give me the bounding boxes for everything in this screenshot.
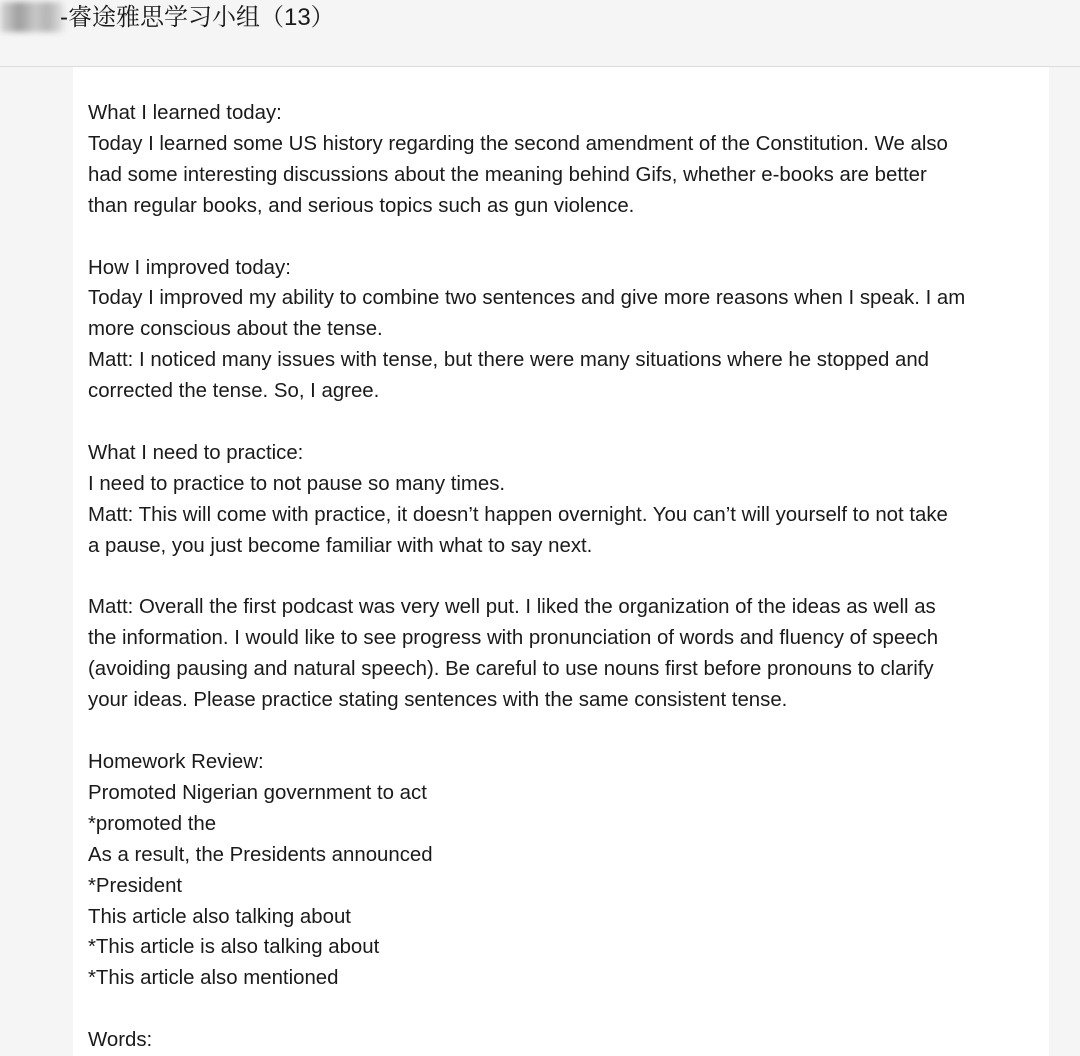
chat-title: -睿途雅思学习小组（13） <box>60 4 335 31</box>
blank-line <box>88 407 1043 438</box>
title-bar <box>0 0 1080 67</box>
message-line: *President <box>88 874 183 897</box>
message-line: This article also talking about <box>88 905 351 928</box>
message-line: Today I improved my ability to combine two sentences and give more reasons when I speak. I am <box>88 287 966 310</box>
message-line: the information. I would like to see progress with pronunciation of words and fluency of speech <box>88 627 939 650</box>
message-line: more conscious about the tense. <box>88 318 383 341</box>
blank-line <box>88 994 1043 1025</box>
message-line: Promoted Nigerian government to act <box>88 781 427 804</box>
message-line: *This article also mentioned <box>88 967 339 990</box>
message-line: *promoted the <box>88 812 217 835</box>
message-line: a pause, you just become familiar with what to say next. <box>88 534 593 557</box>
blank-line <box>88 222 1043 253</box>
message-body <box>88 98 1043 1056</box>
message-line: Today I learned some US history regarding the second amendment of the Constitution. We also <box>88 132 948 155</box>
message-line: your ideas. Please practice stating sentences with the same consistent tense. <box>88 689 788 712</box>
blank-line <box>88 562 1043 593</box>
message-line: As a result, the Presidents announced <box>88 843 433 866</box>
message-line: Matt: I noticed many issues with tense, but there were many situations where he stopped and <box>88 349 930 372</box>
message-line: I need to practice to not pause so many times. <box>88 472 506 495</box>
message-line: corrected the tense. So, I agree. <box>88 380 380 403</box>
message-line: What I need to practice: <box>88 441 304 464</box>
message-line: Words: <box>88 1029 153 1052</box>
blank-line <box>88 716 1043 747</box>
message-line: What I learned today: <box>88 102 282 124</box>
message-line: *This article is also talking about <box>88 936 380 959</box>
message-panel[interactable] <box>73 67 1049 1056</box>
blurred-name <box>0 2 64 32</box>
message-line: Homework Review: <box>88 750 264 773</box>
message-line: than regular books, and serious topics such as gun violence. <box>88 194 635 217</box>
message-line: had some interesting discussions about the meaning behind Gifs, whether e-books are better <box>88 163 927 186</box>
message-line: Matt: This will come with practice, it doesn’t happen overnight. You can’t will yourself to not take <box>88 503 948 526</box>
message-line: Matt: Overall the first podcast was very well put. I liked the organization of the ideas as well as <box>88 596 936 619</box>
message-line: (avoiding pausing and natural speech). Be careful to use nouns first before pronouns to clarify <box>88 658 934 681</box>
message-line: How I improved today: <box>88 256 291 279</box>
